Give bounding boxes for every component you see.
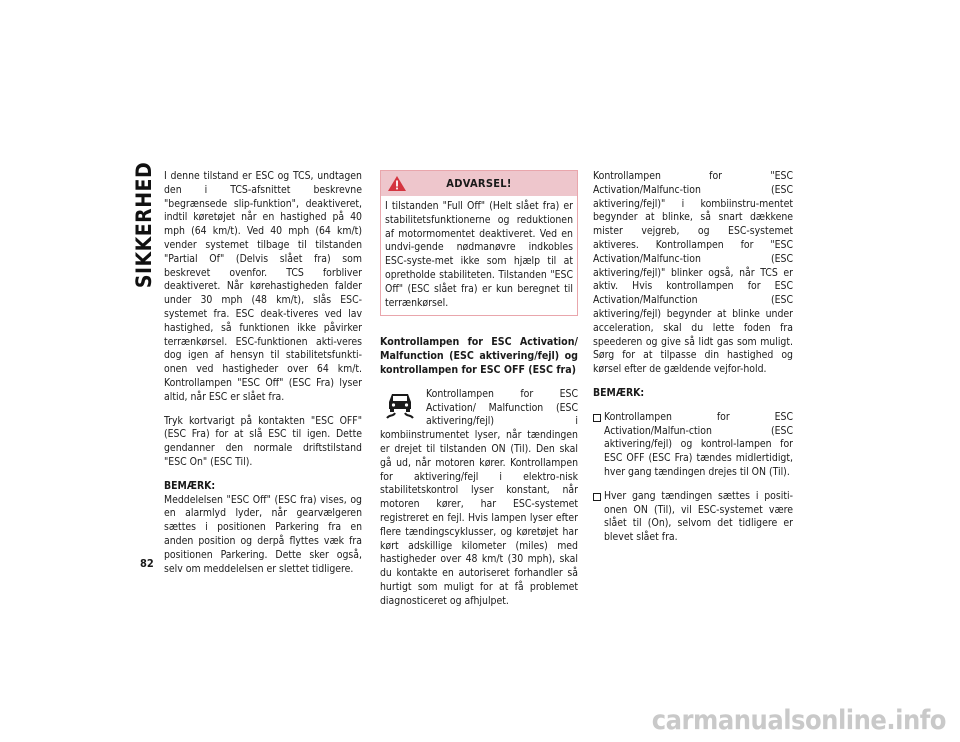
section-title-text: SIKKERHED xyxy=(132,161,156,289)
warning-header xyxy=(381,171,577,196)
note-list xyxy=(593,411,793,545)
list-item-text: Kontrollampen for ESC Activation/Malfun-ction (ESC aktivering/fejl) og kontrol-lampen for ESC OFF (ESC Fra) tændes midlertidigt, hver gang tændingen drejes til ON (Til). xyxy=(604,410,793,478)
lamp-text: Kontrollampen for ESC Activation/ Malfunction (ESC aktivering/fejl) i kombiinstrumentet lyser, når tændingen er drejet til tilstanden ON (Til). Den skal gå ud, når motoren kører. Kontrollampen for aktivering/fejl i elektro-nisk stabilitetskontrol lyser konstant, når motoren kører, har ESC-systemet registreret en fejl. Hvis lampen lyser efter flere tændingscyklusser, og køretøjet har kørt adskillige kilometer (miles) med hastigheder over 48 km/t (30 mph), skal du kontakte en autoriseret forhandler så hurtigt som muligt for at få problemet diagnosticeret og afhjulpet. xyxy=(380,387,578,607)
warning-box xyxy=(380,170,578,316)
list-item-text: Hver gang tændingen sættes i positi-onen ON (Til), vil ESC-systemet være slået til (On), selvom det tidligere er blevet slået fra. xyxy=(604,489,793,544)
warning-text: I tilstanden "Full Off" (Helt slået fra) er stabilitetsfunktionerne og reduktionen af motormomentet deaktiveret. Ved en undvi-gende nødmanøvre indkobles ESC-syste-met ikke som hjælp til at opretholde stabiliteten. Tilstanden "ESC Off" (ESC slået fra) er kun beregnet til terrænkørsel. xyxy=(385,200,573,309)
note-block xyxy=(164,480,362,577)
column-3 xyxy=(593,170,793,555)
column-2 xyxy=(380,170,578,619)
section-title-vertical xyxy=(128,161,160,289)
square-bullet-icon xyxy=(593,414,601,422)
note-heading: BEMÆRK: xyxy=(164,479,216,492)
watermark: carmanualsonline.info xyxy=(651,705,946,736)
note-heading-2: BEMÆRK: xyxy=(593,386,645,399)
paragraph-esc-mode: I denne tilstand er ESC og TCS, undtagen den i TCS-afsnittet beskrevne "begrænsede slip-funktion", deaktiveret, indtil køretøjet når en hastighed på 40 mph (64 km/t). Ved 40 mph (64 km/t) vender systemet tilbage til tilstanden "Partial Of" (Delvis slået fra) som beskrevet ovenfor. TCS forbliver deaktiveret. Når kørehastigheden falder under 30 mph (48 km/t), slås ESC-systemet fra. ESC deak-tiveres ved lav hastighed, så funktionen ikke påvirker terrænkørsel. ESC-funktionen akti-veres dog igen af hensyn til stabilitetsfunkti-onen ved hastigheder over 64 km/t. Kontrollampen "ESC Off" (ESC Fra) lyser altid, når ESC er slået fra. xyxy=(164,170,362,403)
paragraph-esc-reenable: Tryk kortvarigt på kontakten "ESC OFF" (ESC Fra) for at slå ESC til igen. Dette gendanner den normale driftstilstand "ESC On" (ESC Til). xyxy=(164,414,362,468)
warning-title: ADVARSEL! xyxy=(446,176,512,190)
paragraph-esc-blink: Kontrollampen for "ESC Activation/Malfunc-tion (ESC aktivering/fejl)" i kombiinstru-mentet begynder at blinke, så snart dækkene mister vejgreb, og ESC-systemet aktiveres. Kontrollampen for "ESC Activation/Malfunc-tion (ESC aktivering/fejl)" blinker også, når TCS er aktiv. Hvis kontrollampen for ESC Activation/Malfunction (ESC aktivering/fejl) begynder at blinke under acceleration, skal du lette foden fra speederen og give så lidt gas som muligt. Sørg for at tilpasse din hastighed og kørsel efter de gældende vejfor-hold. xyxy=(593,170,793,376)
warning-triangle-icon xyxy=(387,175,407,192)
esc-skid-car-icon xyxy=(384,390,416,420)
warning-body xyxy=(381,196,577,315)
page-number: 82 xyxy=(140,557,154,570)
list-item xyxy=(593,490,793,545)
section-heading: Kontrollampen for ESC Activation/ Malfunction (ESC aktivering/fejl) og kontrollampen for ESC OFF (ESC fra) xyxy=(380,336,578,376)
note-text: Meddelelsen "ESC Off" (ESC fra) vises, og en alarmlyd lyder, når gearvælgeren sættes i positionen Parkering fra en anden position og derpå flyttes væk fra positionen Parkering. Dette sker også, selv om meddelelsen er slettet tidligere. xyxy=(164,493,362,575)
lamp-paragraph xyxy=(380,388,578,609)
list-item xyxy=(593,411,793,480)
column-1 xyxy=(164,170,362,586)
square-bullet-icon xyxy=(593,493,601,501)
